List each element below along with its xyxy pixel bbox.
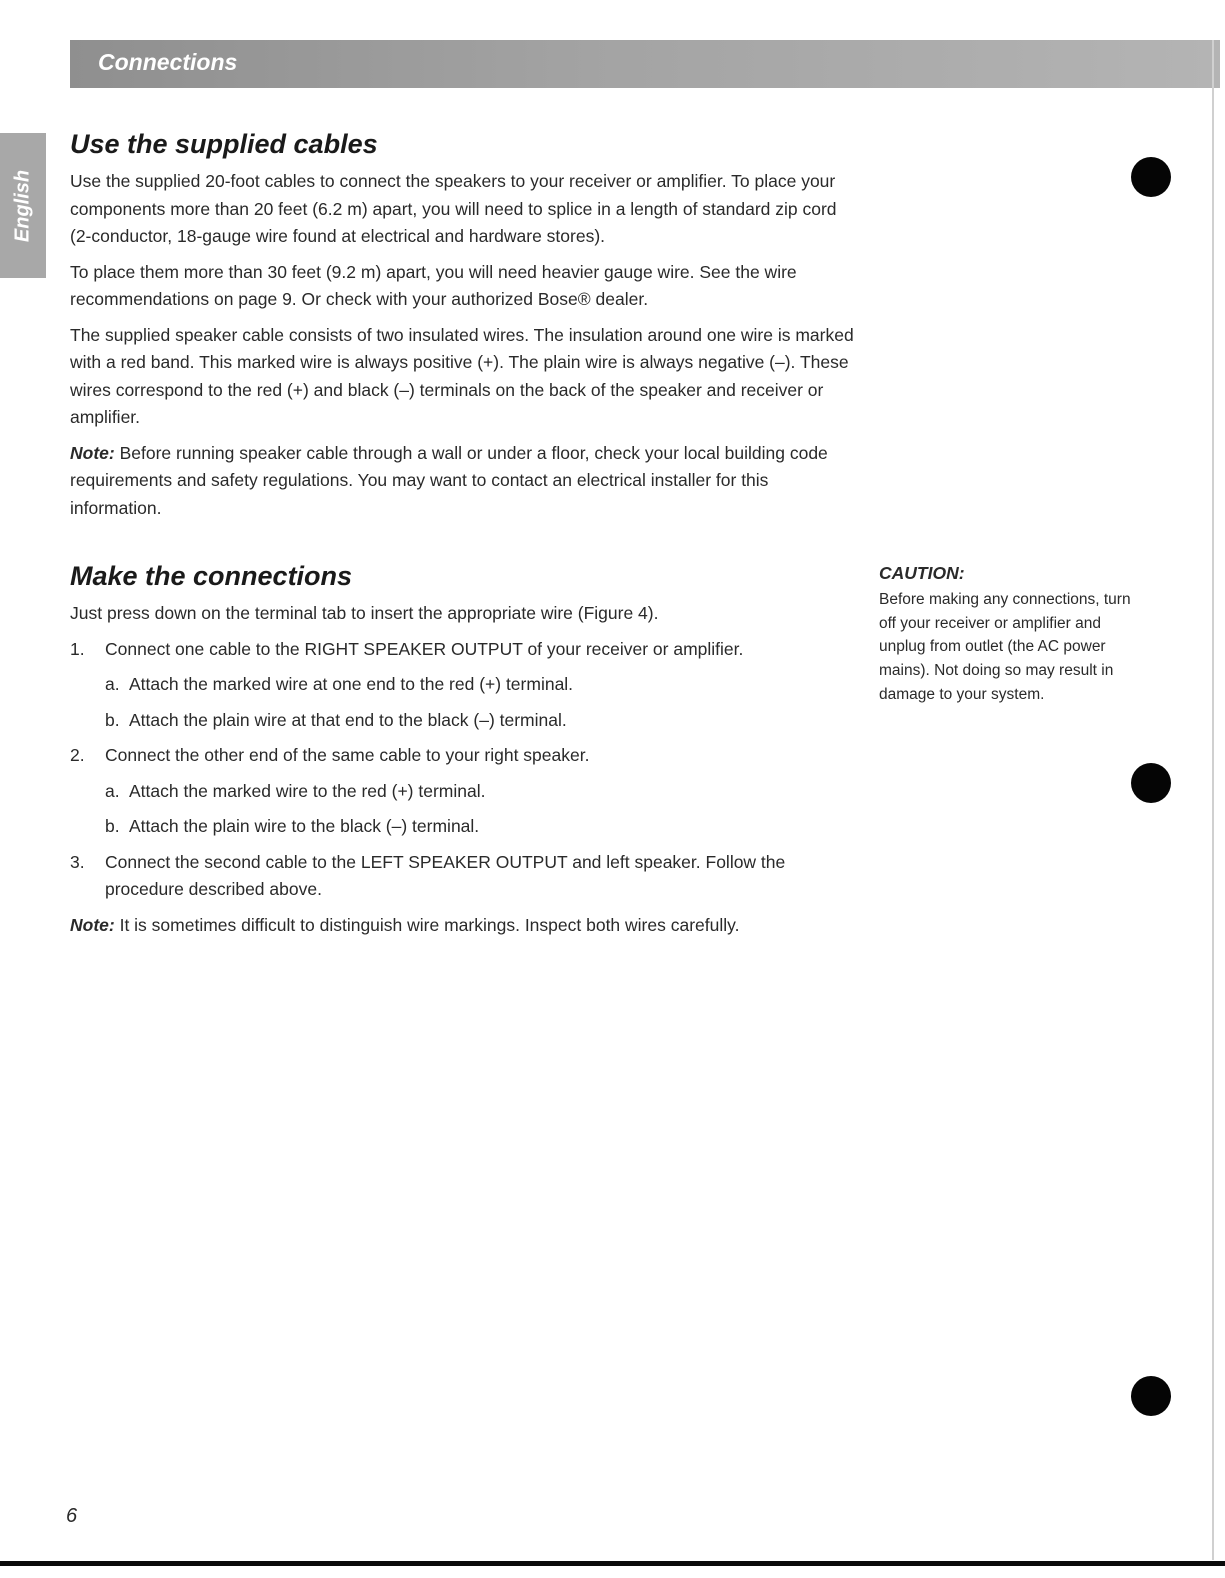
substep-letter: b. (105, 816, 120, 836)
paragraph: Use the supplied 20-foot cables to connect the speakers to your receiver or amplifier. To place your components more than 20 feet (6.2 m) apart, you will need to splice in a length of standard zip cord (2-conductor, 18-gauge wire found at electrical and hardware stores). (70, 171, 837, 246)
binder-hole (1131, 763, 1171, 803)
substep-text: Attach the plain wire to the black (–) terminal. (129, 816, 480, 836)
substep-text: Attach the plain wire at that end to the black (–) terminal. (129, 709, 567, 730)
steps-list (70, 636, 860, 904)
language-tab (0, 133, 46, 278)
substep-letter: a. (105, 674, 120, 694)
note-paragraph (70, 912, 860, 940)
substep-item (105, 707, 860, 735)
section-use-supplied-cables (70, 120, 860, 522)
step-number: 3. (70, 851, 85, 872)
page-edge-line (1212, 40, 1214, 1560)
substep-letter: b. (105, 709, 120, 730)
substep-letter: a. (105, 780, 120, 801)
step-text: Connect the second cable to the LEFT SPEAKER OUTPUT and left speaker. Follow the procedure described above. (105, 851, 786, 899)
section-heading-make-connections: Make the connections (70, 561, 353, 591)
note-text: It is sometimes difficult to distinguish wire markings. Inspect both wires carefully. (114, 914, 740, 935)
caution-text: Before making any connections, turn off your receiver or amplifier and unplug from outlet (the AC power mains). Not doing so may result in damage to your system. (879, 590, 1131, 703)
bottom-rule (0, 1561, 1225, 1566)
page-number: 6 (66, 1505, 78, 1527)
step-text: Connect one cable to the RIGHT SPEAKER OUTPUT of your receiver or amplifier. (105, 638, 744, 659)
substep-item (105, 671, 860, 699)
note-paragraph (70, 440, 860, 523)
binder-hole (1131, 1376, 1171, 1416)
main-content (70, 120, 860, 947)
intro-paragraph: Just press down on the terminal tab to insert the appropriate wire (Figure 4). (70, 603, 659, 623)
language-tab-label: English (11, 169, 34, 242)
substep-text: Attach the marked wire to the red (+) terminal. (129, 780, 486, 801)
step-text: Connect the other end of the same cable to your right speaker. (105, 745, 590, 765)
caution-title: CAUTION: (879, 563, 965, 583)
paragraph: The supplied speaker cable consists of two insulated wires. The insulation around one wire is marked with a red band. This marked wire is always positive (+). The plain wire is always negative (–). These wires correspond to the red (+) and black (–) terminals on the back of the speaker and receiver or amplifier. (70, 324, 854, 427)
step-number: 1. (70, 638, 85, 659)
paragraph: To place them more than 30 feet (9.2 m) apart, you will need heavier gauge wire. See the wire recommendations on page 9. Or check with your authorized Bose® dealer. (70, 261, 797, 309)
caution-box (879, 562, 1139, 707)
step-item (70, 742, 860, 841)
section-heading-use-supplied-cables: Use the supplied cables (70, 129, 378, 159)
section-make-connections (70, 552, 860, 939)
step-item (70, 849, 860, 904)
note-label: Note: (70, 442, 115, 463)
substep-item (105, 813, 860, 841)
step-item (70, 636, 860, 735)
substep-item (105, 778, 860, 806)
section-header-title: Connections (98, 49, 238, 75)
note-label: Note: (70, 914, 115, 935)
note-text: Before running speaker cable through a wall or under a floor, check your local building code requirements and safety regulations. You may want to contact an electrical installer for this information. (70, 442, 828, 518)
step-number: 2. (70, 745, 85, 765)
binder-hole (1131, 157, 1171, 197)
substep-text: Attach the marked wire at one end to the red (+) terminal. (129, 674, 574, 694)
section-header-bar (70, 40, 1220, 88)
